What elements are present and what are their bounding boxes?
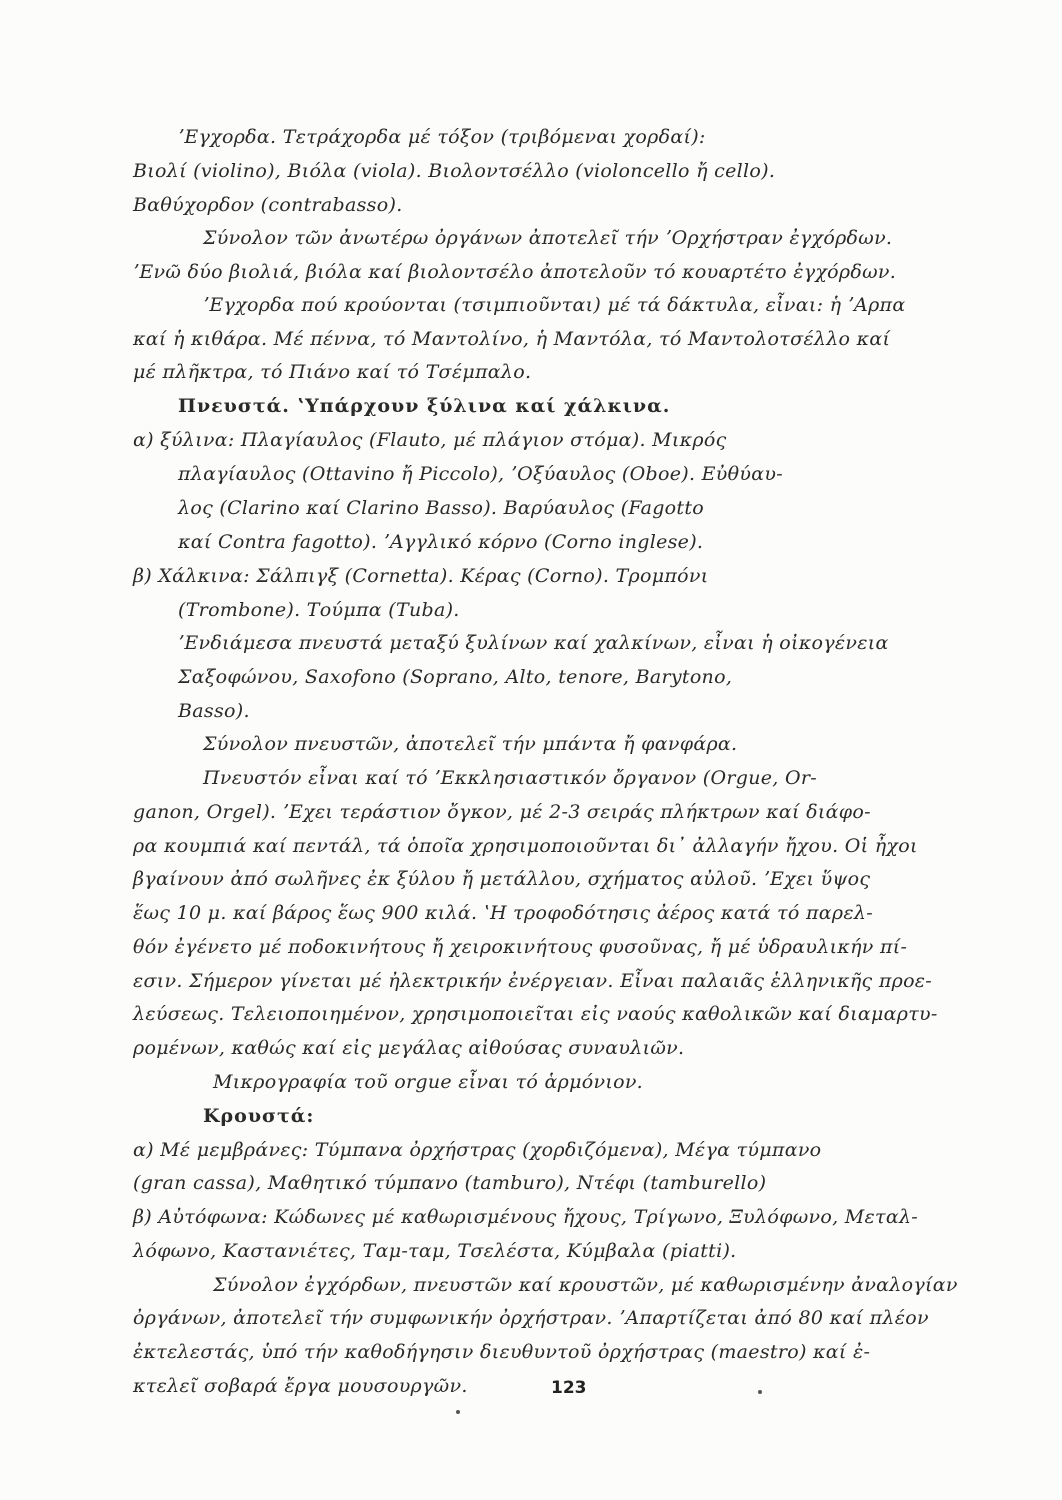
text-line: (gran cassa), Μαθητικό τύμπανο (tamburo), Ντέφι (tamburello) <box>133 1172 767 1194</box>
page-number: 123 <box>551 1378 587 1398</box>
text-line: λόφωνο, Καστανιέτες, Ταμ-ταμ, Τσελέστα, Κύμβαλα (piatti). <box>133 1240 737 1262</box>
section-heading: Πνευστά. ʽΥπάρχουν ξύλινα καί χάλκινα. <box>178 395 671 417</box>
text-line: Βιολί (violino), Βιόλα (viola). Βιολοντσέλλο (violoncello ἤ cello). <box>133 160 776 182</box>
text-line: μέ πλῆκτρα, τό Πιάνο καί τό Τσέμπαλο. <box>133 361 532 383</box>
text-line: β) Αὐτόφωνα: Κώδωνες μέ καθωρισμένους ἤχους, Τρίγωνο, Ξυλόφωνο, Μεταλ- <box>133 1206 919 1228</box>
text-line: Πνευστόν εἶναι καί τό ʼΕκκλησιαστικόν ὄργανον (Orgue, Or- <box>203 767 817 789</box>
text-line: θόν ἐγένετο μέ ποδοκινήτους ἤ χειροκινήτους φυσοῦνας, ἤ μέ ὑδραυλικήν πί- <box>133 936 908 958</box>
text-line: λος (Clarino καί Clarino Basso). Βαρύαυλος (Fagotto <box>178 497 705 519</box>
text-line: ganon, Orgel). ʼΕχει τεράστιον ὄγκον, μέ 2-3 σειράς πλήκτρων καί διάφο- <box>133 801 871 823</box>
text-line: ʼΕνδιάμεσα πνευστά μεταξύ ξυλίνων καί χαλκίνων, εἶναι ἡ οἰκογένεια <box>178 632 889 654</box>
section-heading: Κρουστά: <box>203 1105 315 1127</box>
text-line: κτελεῖ σοβαρά ἔργα μουσουργῶν. <box>133 1375 468 1397</box>
text-line: εσιν. Σήμερον γίνεται μέ ἠλεκτρικήν ἐνέργειαν. Εἶναι παλαιᾶς ἑλληνικῆς προε- <box>133 970 933 992</box>
text-line: Σύνολον πνευστῶν, ἀποτελεῖ τήν μπάντα ἤ φανφάρα. <box>203 733 738 755</box>
text-line: Βαθύχορδον (contrabasso). <box>133 194 403 216</box>
text-line: λεύσεως. Τελειοποιημένον, χρησιμοποιεῖται εἰς ναούς καθολικῶν καί διαμαρτυ- <box>133 1003 938 1025</box>
text-line: ὀργάνων, ἀποτελεῖ τήν συμφωνικήν ὀρχήστραν. ʼΑπαρτίζεται ἀπό 80 καί πλέον <box>133 1307 929 1329</box>
text-line: Σύνολον ἐγχόρδων, πνευστῶν καί κρουστῶν, μέ καθωρισμένην ἀναλογίαν <box>213 1274 958 1296</box>
text-line: Basso). <box>178 700 250 722</box>
text-line: καί ἡ κιθάρα. Μέ πέννα, τό Μαντολίνο, ἡ Μαντόλα, τό Μαντολοτσέλλο καί <box>133 328 891 350</box>
text-line: β) Χάλκινα: Σάλπιγξ (Cornetta). Κέρας (Corno). Τρομπόνι <box>133 565 709 587</box>
text-line: ρομένων, καθώς καί εἰς μεγάλας αἰθούσας συναυλιῶν. <box>133 1037 685 1059</box>
text-line: Σαξοφώνου, Saxofono (Soprano, Alto, tenore, Barytono, <box>178 666 733 688</box>
scan-speck <box>456 1410 460 1414</box>
text-line: ἕως 10 μ. καί βάρος ἕως 900 κιλά. ʽΗ τροφοδότησις ἀέρος κατά τό παρελ- <box>133 902 873 924</box>
text-line: βγαίνουν ἀπό σωλῆνες ἐκ ξύλου ἤ μετάλλου, σχήματος αὐλοῦ. ʼΕχει ὕψος <box>133 868 871 890</box>
text-line: ʼΕγχορδα πού κρούονται (τσιμπιοῦνται) μέ τά δάκτυλα, εἶναι: ἡ ʼΑρπα <box>203 294 906 316</box>
text-line: (Trombone). Τούμπα (Tuba). <box>178 599 460 621</box>
text-line: ʼΕγχορδα. Τετράχορδα μέ τόξον (τριβόμεναι χορδαί): <box>178 126 706 148</box>
text-line: Μικρογραφία τοῦ orgue εἶναι τό ἁρμόνιον. <box>213 1071 644 1093</box>
text-line: ρα κουμπιά καί πεντάλ, τά ὁποῖα χρησιμοποιοῦνται δι᾽ ἀλλαγήν ἤχου. Οἱ ἦχοι <box>133 835 918 857</box>
scan-speck <box>758 1390 762 1394</box>
text-line: α) ξύλινα: Πλαγίαυλος (Flauto, μέ πλάγιον στόμα). Μικρός <box>133 429 727 451</box>
text-line: Σύνολον τῶν ἀνωτέρω ὀργάνων ἀποτελεῖ τήν ʼΟρχήστραν ἐγχόρδων. <box>203 227 893 249</box>
text-line: καί Contra fagotto). ʼΑγγλικό κόρνο (Corno inglese). <box>178 531 704 553</box>
text-line: α) Μέ μεμβράνες: Τύμπανα ὀρχήστρας (χορδιζόμενα), Μέγα τύμπανο <box>133 1139 822 1161</box>
text-line: ʼΕνῶ δύο βιολιά, βιόλα καί βιολοντσέλο ἀποτελοῦν τό κουαρτέτο ἐγχόρδων. <box>133 261 897 283</box>
text-line: ἐκτελεστάς, ὑπό τήν καθοδήγησιν διευθυντοῦ ὀρχήστρας (maestro) καί ἐ- <box>133 1341 871 1363</box>
text-line: πλαγίαυλος (Ottavino ἤ Piccolo), ʼΟξύαυλος (Oboe). Εὐθύαυ- <box>178 463 783 485</box>
